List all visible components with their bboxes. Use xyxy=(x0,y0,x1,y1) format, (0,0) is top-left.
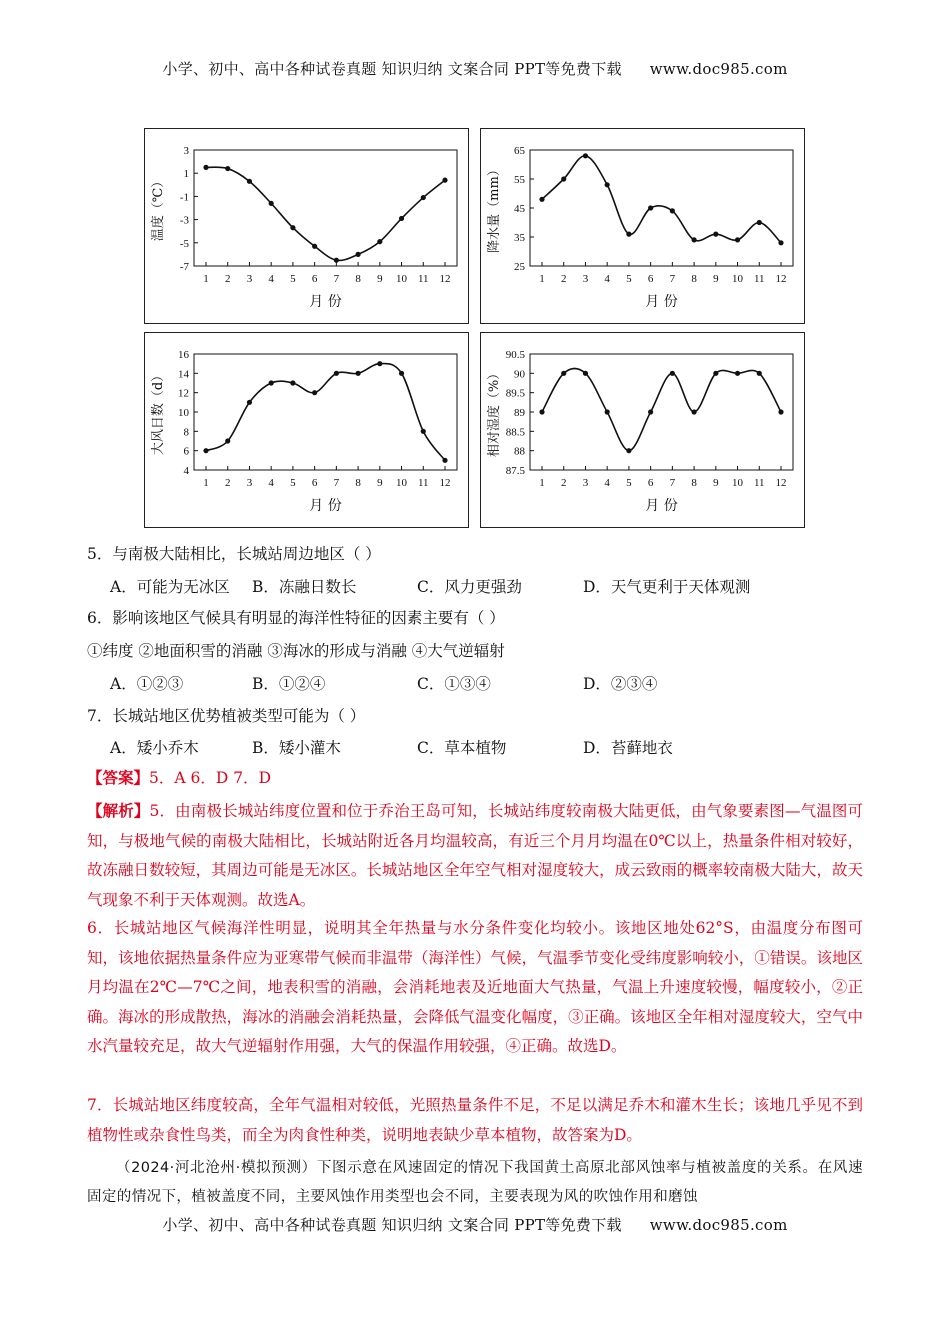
data-point xyxy=(626,232,631,237)
x-tick-label: 2 xyxy=(560,273,567,285)
y-tick-label: 3 xyxy=(183,145,189,157)
data-point xyxy=(583,153,588,158)
data-point xyxy=(355,252,360,257)
q6-option-d[interactable]: D．②③④ xyxy=(583,675,658,693)
data-point xyxy=(269,380,274,385)
data-point xyxy=(778,409,783,414)
humidity-chart xyxy=(480,332,805,528)
y-tick-label: 8 xyxy=(183,426,189,439)
data-point xyxy=(648,409,653,414)
x-tick-label: 1 xyxy=(539,273,545,285)
data-point xyxy=(778,240,783,245)
x-tick-label: 10 xyxy=(732,273,744,285)
x-tick-label: 9 xyxy=(377,273,383,285)
y-tick-label: 89 xyxy=(514,407,525,419)
x-tick-label: 9 xyxy=(713,477,719,489)
analysis-label: 【解析】 xyxy=(87,801,150,820)
data-point xyxy=(442,458,447,463)
x-tick-label: 11 xyxy=(417,477,429,489)
x-tick-label: 6 xyxy=(311,477,318,489)
gale-days-chart xyxy=(144,332,469,528)
x-tick-label: 10 xyxy=(396,273,408,285)
x-tick-label: 12 xyxy=(439,477,451,489)
data-point xyxy=(757,371,762,376)
x-tick-label: 7 xyxy=(333,273,340,285)
analysis-6: 6．长城站地区气候海洋性明显，说明其全年热量与水分条件变化均较小。该地区地处62°S，由温度分布图可知，该地依据热量条件应为亚寒带气候而非温带（海洋性）气候，气温季节变化受纬度影响较小，①错误。该地区月均温在2℃—7℃之间，地表积雪的消融，会消耗地表及近地面大气热量，气温上升速度较慢，幅度较小，②正确。海冰的形成散热，海冰的消融会消耗热量，会降低气温变化幅度，③正确。该地区全年相对湿度较大，空气中水汽量较充足，故大气逆辐射作用强，大气的保温作用较强，④正确。故选D。 xyxy=(87,919,863,1055)
data-point xyxy=(539,409,544,414)
data-point xyxy=(605,409,610,414)
x-tick-label: 8 xyxy=(355,273,361,285)
x-axis-label: 月 份 xyxy=(645,294,678,310)
y-tick-label: 65 xyxy=(514,145,525,157)
x-tick-label: 8 xyxy=(691,273,697,285)
y-tick-label: 1 xyxy=(183,168,189,181)
y-tick-label: 90.5 xyxy=(505,349,525,361)
y-tick-label: 16 xyxy=(178,349,189,361)
q7-option-d[interactable]: D．苔藓地衣 xyxy=(583,739,673,757)
y-tick-label: -3 xyxy=(179,214,189,227)
data-point xyxy=(583,371,588,376)
data-point xyxy=(421,195,426,200)
y-tick-label: 25 xyxy=(514,261,525,273)
chart-frame xyxy=(145,333,469,528)
analysis-5 xyxy=(87,796,863,915)
x-tick-label: 5 xyxy=(626,273,632,285)
x-tick-label: 6 xyxy=(311,273,318,285)
analysis-7: 7．长城站地区纬度较高，全年气温相对较低，光照热量条件不足，不足以满足乔木和灌木生长；该地几乎见不到植物性或杂食性鸟类，而全为肉食性种类，说明地表缺少草本植物，故答案为D。 xyxy=(87,1096,863,1144)
data-point xyxy=(247,179,252,184)
x-axis-label: 月 份 xyxy=(645,498,678,514)
question-5-stem: 5．与南极大陆相比，长城站周边地区（ ） xyxy=(87,545,381,563)
y-axis-label: 降水量（mm） xyxy=(487,163,502,253)
x-tick-label: 3 xyxy=(582,477,589,489)
data-point xyxy=(735,237,740,242)
data-point xyxy=(312,390,317,395)
y-tick-label: 88 xyxy=(514,445,525,458)
y-tick-label: 14 xyxy=(178,368,189,381)
q7-option-c[interactable]: C．草本植物 xyxy=(417,739,507,757)
page-header xyxy=(0,58,950,79)
data-point xyxy=(334,371,339,376)
x-tick-label: 5 xyxy=(626,477,632,489)
data-point xyxy=(225,166,230,171)
q5-option-b[interactable]: B．冻融日数长 xyxy=(252,578,357,596)
data-point xyxy=(670,208,675,213)
y-tick-label: 10 xyxy=(178,407,189,419)
y-tick-label: 89.5 xyxy=(505,387,525,400)
question-6-stem: 6．影响该地区气候具有明显的海洋性特征的因素主要有（ ） xyxy=(87,609,505,627)
x-tick-label: 11 xyxy=(417,273,429,285)
question-7-stem: 7．长城站地区优势植被类型可能为（ ） xyxy=(87,707,366,725)
q7-option-b[interactable]: B．矮小灌木 xyxy=(252,739,341,757)
data-point xyxy=(377,239,382,244)
x-tick-label: 1 xyxy=(203,273,209,285)
x-tick-label: 9 xyxy=(713,273,719,285)
y-tick-label: 4 xyxy=(183,465,189,477)
answer-text: 5．A 6．D 7．D xyxy=(149,769,272,787)
x-tick-label: 6 xyxy=(647,477,654,489)
x-tick-label: 9 xyxy=(377,477,383,489)
x-tick-label: 4 xyxy=(268,273,274,285)
x-tick-label: 12 xyxy=(775,273,787,285)
x-tick-label: 3 xyxy=(246,273,253,285)
footer-url[interactable]: www.doc985.com xyxy=(649,1216,788,1234)
y-axis-label: 温度（℃） xyxy=(151,174,166,242)
data-point xyxy=(691,237,696,242)
next-question-intro: （2024·河北沧州·模拟预测）下图示意在风速固定的情况下我国黄土高原北部风蚀率与植被盖度的关系。在风速固定的情况下，植被盖度不同，主要风蚀作用类型也会不同，主要表现为风的吹蚀作用和磨蚀 xyxy=(87,1160,863,1205)
header-url[interactable]: www.doc985.com xyxy=(649,60,788,78)
y-tick-label: 88.5 xyxy=(505,426,525,439)
x-tick-label: 2 xyxy=(224,273,231,285)
data-point xyxy=(203,448,208,453)
chart-frame xyxy=(145,129,469,324)
data-point xyxy=(290,380,295,385)
footer-text: 小学、初中、高中各种试卷真题 知识归纳 文案合同 PPT等免费下载 xyxy=(162,1216,622,1234)
x-tick-label: 1 xyxy=(539,477,545,489)
data-point xyxy=(670,371,675,376)
y-tick-label: 6 xyxy=(183,445,189,458)
data-point xyxy=(399,371,404,376)
data-point xyxy=(334,258,339,263)
y-tick-label: 35 xyxy=(514,232,525,244)
y-tick-label: 90 xyxy=(514,368,525,381)
data-point xyxy=(225,438,230,443)
y-tick-label: 45 xyxy=(514,203,525,215)
x-tick-label: 10 xyxy=(732,477,744,489)
q5-option-d[interactable]: D．天气更利于天体观测 xyxy=(583,578,751,596)
data-point xyxy=(691,409,696,414)
x-tick-label: 4 xyxy=(268,477,274,489)
data-point xyxy=(757,220,762,225)
y-tick-label: -7 xyxy=(179,261,189,273)
y-tick-label: -1 xyxy=(179,191,189,204)
data-point xyxy=(442,178,447,183)
chart-frame xyxy=(481,129,805,324)
y-axis-label: 大风日数（d） xyxy=(151,368,166,456)
answer-line xyxy=(87,768,271,788)
analysis-5-text: 5．由南极长城站纬度位置和位于乔治王岛可知，长城站纬度较南极大陆更低，由气象要素图—气温图可知，与极地气候的南极大陆相比，长城站附近各月均温较高，有近三个月月均温在0℃以上，热量条件相对较好，故冻融日数较短，其周边可能是无冰区。长城站地区全年空气相对湿度较大，成云致雨的概率较南极大陆大，故天气现象不利于天体观测。故选A。 xyxy=(87,802,863,909)
q6-option-b[interactable]: B．①②④ xyxy=(252,675,326,693)
x-tick-label: 12 xyxy=(775,477,787,489)
data-point xyxy=(355,371,360,376)
x-tick-label: 5 xyxy=(290,477,296,489)
data-point xyxy=(377,361,382,366)
x-tick-label: 2 xyxy=(560,477,567,489)
x-tick-label: 1 xyxy=(203,477,209,489)
data-point xyxy=(269,201,274,206)
q6-option-a[interactable]: A．①②③ xyxy=(110,675,184,693)
x-axis-label: 月 份 xyxy=(309,498,342,514)
data-point xyxy=(539,197,544,202)
precipitation-chart xyxy=(480,128,805,324)
y-tick-label: 87.5 xyxy=(505,465,525,477)
temperature-chart xyxy=(144,128,469,324)
data-point xyxy=(713,232,718,237)
y-tick-label: 12 xyxy=(178,387,189,400)
x-tick-label: 3 xyxy=(246,477,253,489)
x-tick-label: 7 xyxy=(669,477,676,489)
x-tick-label: 5 xyxy=(290,273,296,285)
x-tick-label: 8 xyxy=(691,477,697,489)
x-tick-label: 3 xyxy=(582,273,589,285)
x-tick-label: 10 xyxy=(396,477,408,489)
data-point xyxy=(713,371,718,376)
x-tick-label: 11 xyxy=(753,273,765,285)
question-6-factors: ①纬度 ②地面积雪的消融 ③海冰的形成与消融 ④大气逆辐射 xyxy=(87,642,505,660)
x-tick-label: 8 xyxy=(355,477,361,489)
q5-option-c[interactable]: C．风力更强劲 xyxy=(417,578,522,596)
x-tick-label: 6 xyxy=(647,273,654,285)
q5-option-a[interactable]: A．可能为无冰区 xyxy=(110,578,230,596)
data-point xyxy=(290,225,295,230)
answer-label: 【答案】 xyxy=(87,768,150,787)
y-axis-label: 相对湿度（%） xyxy=(487,366,502,458)
data-point xyxy=(561,176,566,181)
q7-option-a[interactable]: A．矮小乔木 xyxy=(110,739,199,757)
data-point xyxy=(312,244,317,249)
data-point xyxy=(561,371,566,376)
x-tick-label: 7 xyxy=(669,273,676,285)
x-tick-label: 4 xyxy=(604,477,610,489)
data-point xyxy=(626,448,631,453)
y-tick-label: 55 xyxy=(514,174,525,186)
data-point xyxy=(421,429,426,434)
data-point xyxy=(735,371,740,376)
q6-option-c[interactable]: C．①③④ xyxy=(417,675,491,693)
x-tick-label: 2 xyxy=(224,477,231,489)
data-point xyxy=(648,205,653,210)
data-point xyxy=(399,216,404,221)
page-footer xyxy=(0,1214,950,1235)
data-point xyxy=(605,182,610,187)
data-point xyxy=(247,400,252,405)
y-tick-label: -5 xyxy=(179,237,189,250)
x-tick-label: 7 xyxy=(333,477,340,489)
x-axis-label: 月 份 xyxy=(309,294,342,310)
x-tick-label: 4 xyxy=(604,273,610,285)
data-point xyxy=(203,165,208,170)
header-text: 小学、初中、高中各种试卷真题 知识归纳 文案合同 PPT等免费下载 xyxy=(162,60,622,78)
x-tick-label: 12 xyxy=(439,273,451,285)
x-tick-label: 11 xyxy=(753,477,765,489)
